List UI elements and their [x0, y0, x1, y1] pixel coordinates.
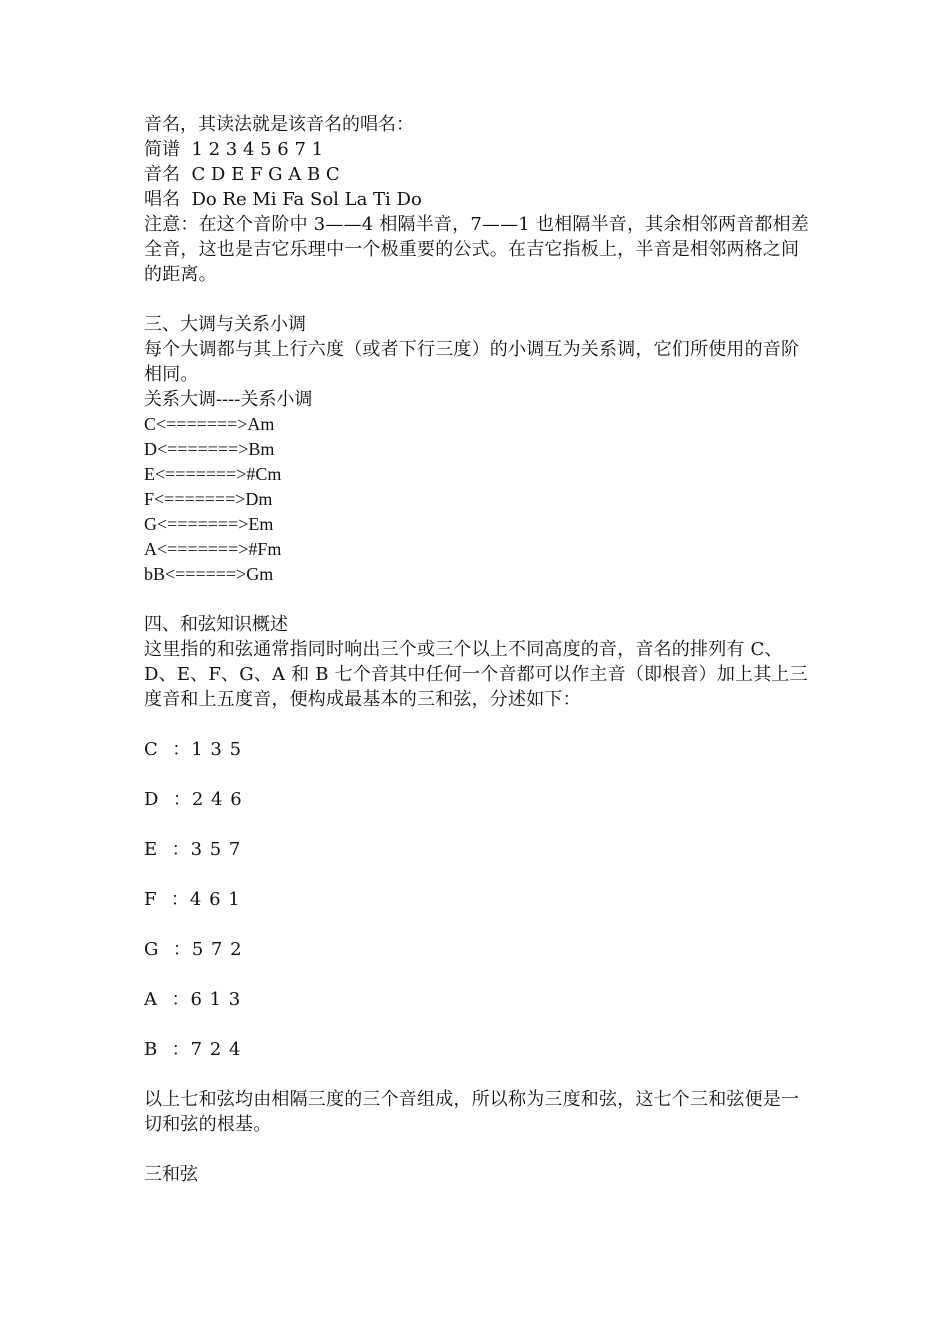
intro-line: 音名，其读法就是该音名的唱名： [144, 114, 414, 135]
chord-row: F ：4 6 1 [144, 889, 241, 910]
chord-row: D ：2 4 6 [144, 789, 243, 810]
section-3-paragraph: 每个大调都与其上行六度（或者下行三度）的小调互为关系调，它们所使用的音阶相同。 [144, 339, 800, 385]
spacer [144, 1062, 814, 1087]
relative-key-pair: A<=======>#Fm [144, 539, 282, 559]
spacer [144, 812, 814, 837]
spacer [144, 712, 814, 737]
changming-line: 唱名 Do Re Mi Fa Sol La Ti Do [144, 189, 422, 210]
chord-row: B ：7 2 4 [144, 1039, 242, 1060]
relative-key-pair: C<=======>Am [144, 414, 275, 434]
section-3-heading: 三、大调与关系小调 [144, 314, 306, 335]
spacer [144, 1137, 814, 1162]
spacer [144, 287, 814, 312]
section-4-paragraph: 这里指的和弦通常指同时响出三个或三个以上不同高度的音，音名的排列有 C、D、E、F、G、A 和 B 七个音其中任何一个音都可以作主音（即根音）加上其上三度音和上五度音，便构成最基本的三和弦，分述如下： [144, 639, 808, 710]
semitone-note: 注意：在这个音阶中 3——4 相隔半音，7——1 也相隔半音，其余相邻两音都相差全音，这也是吉它乐理中一个极重要的公式。在吉它指板上，半音是相邻两格之间的距离。 [144, 214, 809, 285]
relative-key-pair: F<=======>Dm [144, 489, 273, 509]
spacer [144, 762, 814, 787]
relative-key-pair: E<=======>#Cm [144, 464, 282, 484]
spacer [144, 1012, 814, 1037]
jianpu-line: 简谱 1 2 3 4 5 6 7 1 [144, 139, 324, 160]
relative-key-pair: D<=======>Bm [144, 439, 275, 459]
relative-keys-subheading: 关系大调----关系小调 [144, 389, 313, 410]
spacer [144, 912, 814, 937]
spacer [144, 962, 814, 987]
section-4-heading: 四、和弦知识概述 [144, 614, 288, 635]
chord-row: C ：1 3 5 [144, 739, 243, 760]
document-page [144, 112, 814, 1187]
yinming-line: 音名 C D E F G A B C [144, 164, 340, 185]
chord-row: G ：5 7 2 [144, 939, 243, 960]
chord-row: E ：3 5 7 [144, 839, 242, 860]
chord-summary: 以上七和弦均由相隔三度的三个音组成，所以称为三度和弦，这七个三和弦便是一切和弦的根基。 [144, 1089, 800, 1135]
spacer [144, 862, 814, 887]
relative-key-pair: G<=======>Em [144, 514, 274, 534]
chord-row: A ：6 1 3 [144, 989, 242, 1010]
spacer [144, 587, 814, 612]
triad-heading: 三和弦 [144, 1164, 198, 1185]
relative-key-pair: bB<======>Gm [144, 564, 274, 584]
